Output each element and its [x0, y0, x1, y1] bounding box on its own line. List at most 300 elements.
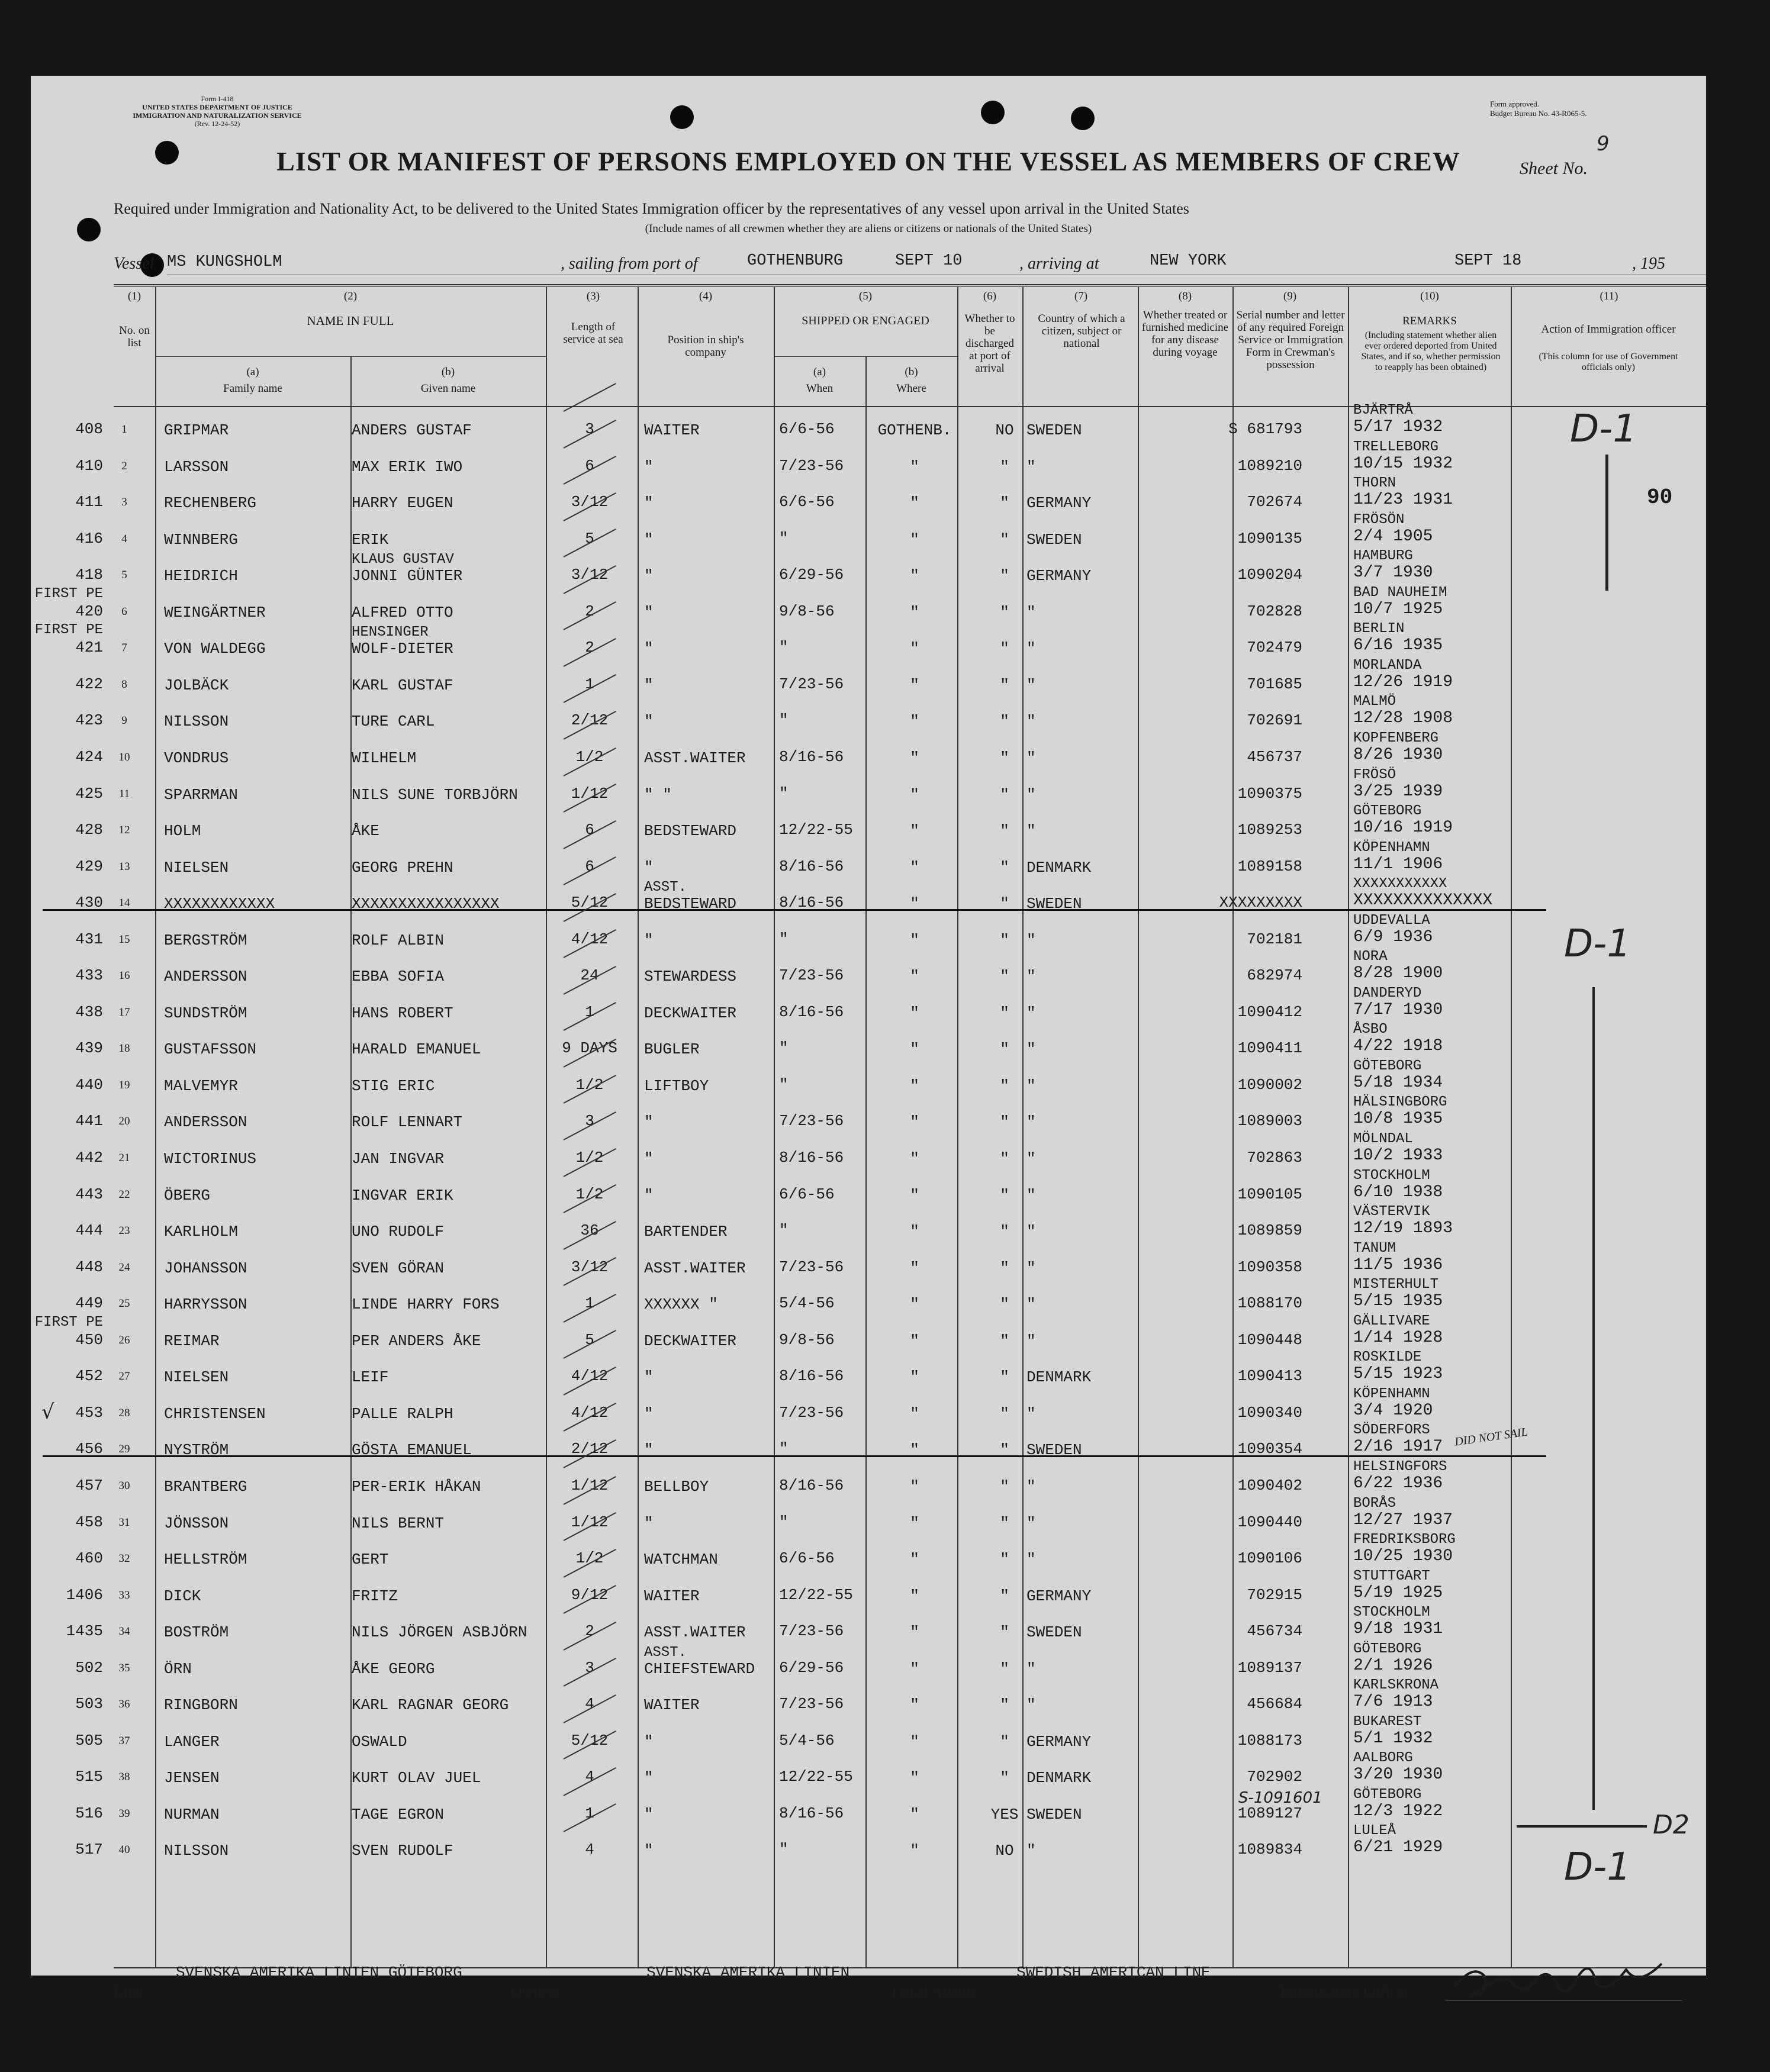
service-length: 4 [585, 1768, 594, 1786]
table-row [31, 1349, 1706, 1390]
position: BELLBOY [644, 1477, 709, 1496]
serial-number: 702902 [1247, 1768, 1302, 1786]
list-code: 418 [75, 566, 103, 584]
list-code: 444 [75, 1222, 103, 1240]
manifest-sheet [31, 76, 1706, 2000]
table-row [31, 1604, 1706, 1645]
country: " [1026, 1259, 1036, 1277]
family-name: JOLBÄCK [164, 676, 229, 694]
engaged-when: 5/4-56 [779, 1731, 835, 1749]
table-row [31, 1495, 1706, 1536]
table-row [31, 657, 1706, 698]
serial-number: 702479 [1247, 639, 1302, 657]
row-number: 5 [121, 569, 127, 582]
discharged: " [1000, 968, 1009, 986]
birth-place: ÅSBO [1353, 1022, 1388, 1038]
serial-number: 702915 [1247, 1586, 1302, 1604]
col10-header: REMARKS [1402, 315, 1457, 327]
position: " [644, 457, 654, 476]
table-row [31, 694, 1706, 734]
serial-number: 1089253 [1237, 821, 1302, 839]
list-code: 452 [75, 1367, 103, 1385]
position: " [644, 1150, 654, 1168]
row-number: 26 [118, 1333, 130, 1346]
list-code: 438 [75, 1003, 103, 1021]
row-number: 2 [121, 459, 127, 472]
birth-date: 2/4 1905 [1353, 527, 1433, 546]
list-code: 421 [75, 639, 103, 657]
serial-number: 1089210 [1237, 456, 1302, 475]
given-name: ROLF LENNART [352, 1113, 463, 1132]
given-name: JONNI GÜNTER [352, 567, 463, 585]
position: " [644, 1404, 654, 1423]
list-code: 503 [75, 1695, 103, 1713]
row-number: 15 [118, 933, 130, 946]
family-name: SPARRMAN [164, 785, 238, 804]
table-row [31, 1750, 1706, 1791]
country: " [1026, 749, 1036, 767]
birth-date: 11/5 1936 [1353, 1255, 1443, 1274]
engaged-where: " [910, 1296, 919, 1314]
country: SWEDEN [1026, 421, 1082, 439]
col9-header: Serial number and letter of any required Foreign Service or Immigration Form in Crewman's possession [1236, 309, 1345, 371]
engaged-where: " [910, 822, 919, 840]
service-length: 2 [585, 639, 594, 657]
birth-place: DANDERYD [1353, 985, 1422, 1001]
engaged-when: 6/6-56 [779, 493, 835, 511]
birth-place: BORÅS [1353, 1495, 1396, 1512]
handwritten-number: 90 [1647, 485, 1673, 510]
engaged-when: 9/8-56 [779, 602, 835, 620]
family-name: ANDERSSON [164, 1113, 247, 1132]
given-name: TAGE EGRON [352, 1805, 445, 1823]
engaged-when: " [779, 1513, 789, 1531]
table-row [31, 1568, 1706, 1609]
birth-date: 9/18 1931 [1353, 1620, 1443, 1639]
col5a-number: (a) [813, 366, 826, 378]
position: " [644, 1514, 654, 1532]
row-number: 30 [118, 1479, 130, 1492]
discharged: " [1000, 1186, 1009, 1204]
discharged: " [1000, 1368, 1009, 1387]
engaged-where: " [910, 1113, 919, 1132]
birth-place: KÖPENHAMN [1353, 839, 1430, 856]
table-row [31, 1058, 1706, 1099]
col10-number: (10) [1420, 290, 1439, 302]
position: STEWARDESS [644, 968, 737, 986]
position: " [644, 1732, 654, 1751]
engaged-when: 5/4-56 [779, 1294, 835, 1313]
sailing-port: GOTHENBURG [747, 252, 844, 270]
serial-number: 1090412 [1237, 1003, 1302, 1021]
serial-number: 456737 [1247, 747, 1302, 766]
position: " [644, 713, 654, 731]
col4-number: (4) [699, 290, 713, 302]
row-number: 10 [118, 750, 130, 763]
country: " [1026, 1477, 1036, 1496]
table-row [31, 1240, 1706, 1281]
country: " [1026, 1332, 1036, 1350]
discharged: NO [995, 421, 1014, 439]
country: " [1026, 1514, 1036, 1532]
list-code: 433 [75, 966, 103, 985]
serial-number: 1090448 [1237, 1330, 1302, 1349]
birth-place: THORN [1353, 475, 1396, 492]
form-approved: Form approved. [1490, 99, 1540, 108]
birth-place: GÖTEBORG [1353, 803, 1422, 820]
given-name: ÅKE [352, 822, 379, 840]
department: UNITED STATES DEPARTMENT OF JUSTICE [142, 103, 292, 111]
family-name: NIELSEN [164, 858, 229, 877]
engaged-where: " [910, 1623, 919, 1642]
country: GERMANY [1026, 567, 1092, 585]
serial-number: S 681793 [1228, 420, 1302, 438]
birth-date: 10/7 1925 [1353, 600, 1443, 618]
service-length: 4 [585, 1695, 594, 1713]
service-length: 5/12 [571, 1731, 609, 1749]
birth-date: 3/20 1930 [1353, 1765, 1443, 1784]
serial-number: 1089158 [1237, 857, 1302, 875]
service-length: 5/12 [571, 894, 609, 912]
birth-date: 5/15 1923 [1353, 1365, 1443, 1384]
birth-date: 3/7 1930 [1353, 563, 1433, 582]
given-name: NILS BERNT [352, 1514, 445, 1532]
position: WAITER [644, 1587, 700, 1605]
engaged-when: 8/16-56 [779, 1476, 844, 1494]
engaged-when: " [779, 529, 789, 547]
country: SWEDEN [1026, 1623, 1082, 1642]
service-length: 1/2 [575, 747, 604, 766]
service-length: 3/12 [571, 493, 609, 511]
family-name: WICTORINUS [164, 1150, 257, 1168]
engaged-when: 8/16-56 [779, 894, 844, 912]
family-name: CHRISTENSEN [164, 1404, 266, 1423]
country: SWEDEN [1026, 530, 1082, 549]
engaged-when: 6/6-56 [779, 420, 835, 438]
family-name: HARRYSSON [164, 1296, 247, 1314]
given-name-top: KLAUS GUSTAV [352, 552, 454, 568]
serial-number: 456684 [1247, 1695, 1302, 1713]
col9-number: (9) [1283, 290, 1297, 302]
discharged: " [1000, 494, 1009, 513]
birth-date: 11/1 1906 [1353, 855, 1443, 874]
table-top-rule [114, 286, 1706, 287]
birth-place: TANUM [1353, 1240, 1396, 1256]
engaged-when: 7/23-56 [779, 1622, 844, 1641]
engaged-when: 7/23-56 [779, 1403, 844, 1422]
strike-line [43, 1455, 1546, 1457]
handwritten-d1: D-1 [1564, 1845, 1631, 1889]
birth-place: BERLIN [1353, 621, 1405, 637]
country: " [1026, 1296, 1036, 1314]
discharged: " [1000, 895, 1009, 913]
serial-number: 1090135 [1237, 529, 1302, 547]
col6-header: Whether to be discharged at port of arrival [964, 312, 1015, 375]
serial-number: 1090411 [1237, 1039, 1302, 1058]
list-code: 453 [75, 1403, 103, 1422]
service-length: 3 [585, 1112, 594, 1130]
engaged-where: " [910, 1805, 919, 1823]
line-value: SVENSKA AMERIKA LINIEN GÖTEBORG [176, 1964, 462, 1981]
table-row [31, 584, 1706, 626]
row-number: 18 [118, 1042, 130, 1055]
country: " [1026, 713, 1036, 731]
col5a-header: When [806, 382, 833, 395]
engaged-when: 6/6-56 [779, 1185, 835, 1203]
list-code: 450 [75, 1330, 103, 1349]
serial-number: 702828 [1247, 602, 1302, 620]
form-header-left [108, 95, 327, 128]
engaged-when: " [779, 1039, 789, 1058]
family-name: LANGER [164, 1732, 220, 1751]
given-name: NILS SUNE TORBJÖRN [352, 785, 518, 804]
col5b-header: Where [896, 382, 926, 395]
given-name: KARL RAGNAR GEORG [352, 1696, 509, 1715]
position: BARTENDER [644, 1223, 728, 1241]
row-number: 28 [118, 1406, 130, 1419]
table-row [31, 1532, 1706, 1572]
row-number: 16 [118, 969, 130, 982]
strike-line [43, 909, 1546, 911]
position: " [644, 603, 654, 621]
sheet-number: 9 [1597, 132, 1610, 156]
col8-number: (8) [1178, 290, 1192, 302]
engaged-when: 8/16-56 [779, 1003, 844, 1021]
position: " [644, 858, 654, 877]
table-row [31, 548, 1706, 589]
given-name: GEORG PREHN [352, 858, 453, 877]
serial-number: 1089859 [1237, 1222, 1302, 1240]
punch-hole [1071, 107, 1095, 130]
service-length: 6 [585, 821, 594, 839]
country: " [1026, 676, 1036, 694]
family-name: LARSSON [164, 457, 229, 476]
family-name: ÖBERG [164, 1186, 211, 1204]
list-code: 502 [75, 1658, 103, 1677]
serial-number: 682974 [1247, 966, 1302, 985]
row-number: 32 [118, 1552, 130, 1565]
table-row [31, 621, 1706, 662]
birth-place: FRÖSÖN [1353, 511, 1405, 528]
discharged: " [1000, 603, 1009, 621]
discharged: " [1000, 1623, 1009, 1642]
serial-number: 1090340 [1237, 1403, 1302, 1422]
revision: (Rev. 12-24-52) [194, 120, 240, 128]
birth-date: 4/22 1918 [1353, 1037, 1443, 1056]
list-code: 442 [75, 1149, 103, 1166]
discharged: " [1000, 1004, 1009, 1022]
arriving-label: , arriving at [1019, 254, 1099, 273]
given-name: ÅKE GEORG [352, 1659, 435, 1678]
engaged-when: 6/6-56 [779, 1549, 835, 1568]
serial-number: 1089834 [1237, 1841, 1302, 1859]
birth-date: 12/3 1922 [1353, 1802, 1443, 1820]
row-number: 17 [118, 1006, 130, 1019]
serial-number: 1090358 [1237, 1258, 1302, 1276]
engaged-when: 6/29-56 [779, 1658, 844, 1677]
tick-mark [564, 383, 616, 412]
row-number: 39 [118, 1807, 130, 1820]
given-name-top: HENSINGER [352, 624, 429, 641]
family-name: GRIPMAR [164, 421, 229, 439]
birth-place: MÖLNDAL [1353, 1131, 1413, 1147]
list-code: 439 [75, 1039, 103, 1058]
birth-date: XXXXXXXXXXXXXX [1353, 891, 1493, 910]
position: " [644, 1368, 654, 1387]
list-code: 516 [75, 1804, 103, 1822]
table-row [31, 475, 1706, 516]
position: BUGLER [644, 1040, 700, 1059]
table-row [31, 803, 1706, 844]
discharged: " [1000, 1769, 1009, 1787]
col2b-header: Given name [420, 382, 476, 395]
service-length: 1/2 [575, 1149, 604, 1166]
family-name: DICK [164, 1587, 201, 1605]
engaged-where: " [910, 1696, 919, 1715]
given-name: HARRY EUGEN [352, 494, 453, 513]
engaged-where: GOTHENB. [877, 421, 952, 439]
row-number: 3 [121, 496, 127, 509]
position: WAITER [644, 421, 700, 439]
discharged: " [1000, 1259, 1009, 1277]
remark-note: DID NOT SAIL [1454, 1425, 1528, 1449]
engaged-where: " [910, 1477, 919, 1496]
birth-date: 12/27 1937 [1353, 1510, 1453, 1529]
table-row [31, 1313, 1706, 1354]
country: " [1026, 1659, 1036, 1678]
handwritten-d1: D-1 [1570, 407, 1637, 451]
engaged-where: " [910, 457, 919, 476]
position: " " [644, 785, 672, 804]
service: IMMIGRATION AND NATURALIZATION SERVICE [133, 111, 302, 120]
discharged: " [1000, 749, 1009, 767]
list-code: 408 [75, 420, 103, 438]
country: " [1026, 457, 1036, 476]
row-number: 19 [118, 1078, 130, 1091]
punch-hole [670, 105, 694, 129]
engaged-where: " [910, 1077, 919, 1095]
birth-date: 6/10 1938 [1353, 1182, 1443, 1201]
given-name: TURE CARL [352, 713, 435, 731]
serial-number: 1090440 [1237, 1513, 1302, 1531]
country: DENMARK [1026, 1368, 1092, 1387]
serial-number: 1089137 [1237, 1658, 1302, 1677]
col8-header: Whether treated or furnished medicine for any disease during voyage [1141, 309, 1229, 359]
country: DENMARK [1026, 1769, 1092, 1787]
service-length: 4 [585, 1841, 594, 1859]
row-number: 37 [118, 1734, 130, 1747]
col3-number: (3) [586, 290, 600, 302]
birth-date: 7/17 1930 [1353, 1000, 1443, 1019]
family-name: XXXXXXXXXXXX [164, 895, 275, 913]
table-row [31, 1713, 1706, 1755]
birth-place: MISTERHULT [1353, 1277, 1439, 1293]
family-name: NURMAN [164, 1805, 220, 1823]
discharged: " [1000, 457, 1009, 476]
country: GERMANY [1026, 494, 1092, 513]
list-code: 431 [75, 930, 103, 948]
row-number: 40 [118, 1844, 130, 1857]
birth-place: BJÄRTRÅ [1353, 402, 1413, 418]
birth-place: HÄLSINGBORG [1353, 1094, 1447, 1111]
discharged: YES [990, 1805, 1019, 1823]
serial-number: 1090375 [1237, 784, 1302, 803]
country: " [1026, 1404, 1036, 1423]
discharged: " [1000, 1077, 1009, 1095]
given-name: WOLF-DIETER [352, 640, 453, 658]
birth-place: BAD NAUHEIM [1353, 584, 1447, 601]
birth-date: 7/6 1913 [1353, 1693, 1433, 1712]
given-name: ALFRED OTTO [352, 603, 453, 621]
col2a-number: (a) [246, 366, 259, 378]
country: " [1026, 785, 1036, 804]
service-length: 1/2 [575, 1185, 604, 1203]
service-length: 2/12 [571, 711, 609, 730]
birth-date: 3/25 1939 [1353, 782, 1443, 801]
page-title: LIST OR MANIFEST OF PERSONS EMPLOYED ON THE VESSEL AS MEMBERS OF CREW [276, 146, 1460, 176]
birth-place: GÄLLIVARE [1353, 1313, 1430, 1329]
country: " [1026, 1696, 1036, 1715]
birth-place: KÖPENHAMN [1353, 1385, 1430, 1402]
row-number: 33 [118, 1588, 130, 1601]
position: BEDSTEWARD [644, 822, 737, 840]
row-number: 21 [118, 1152, 130, 1164]
table-row [31, 439, 1706, 480]
country: SWEDEN [1026, 1805, 1082, 1823]
birth-place: ROSKILDE [1353, 1349, 1422, 1366]
birth-place: HAMBURG [1353, 548, 1413, 565]
serial-number: 1090204 [1237, 566, 1302, 584]
birth-place: KOPFENBERG [1353, 730, 1439, 746]
family-name: SUNDSTRÖM [164, 1004, 247, 1022]
service-length: 1/12 [571, 1476, 609, 1494]
family-name: BOSTRÖM [164, 1623, 229, 1642]
sailing-date: SEPT 10 [895, 252, 963, 270]
serial-number: 456734 [1247, 1622, 1302, 1641]
birth-place: GÖTEBORG [1353, 1058, 1422, 1074]
country: " [1026, 1186, 1036, 1204]
family-name: WINNBERG [164, 530, 238, 549]
service-length: 9 DAYS [562, 1039, 617, 1058]
birth-place: UDDEVALLA [1353, 912, 1430, 929]
table-row [31, 985, 1706, 1026]
col10-subheader: (Including statement whether alien ever ordered deported from United States, and if so, whether permission to reapply has been obtained) [1361, 330, 1501, 372]
family-name: WEINGÄRTNER [164, 603, 266, 621]
engaged-where: " [910, 1514, 919, 1532]
engaged-when: 8/16-56 [779, 1367, 844, 1385]
serial-number: 1088173 [1237, 1731, 1302, 1749]
service-length: 5 [585, 1330, 594, 1349]
engaged-when: 12/22-55 [779, 1586, 853, 1604]
family-name: HOLM [164, 822, 201, 840]
birth-place: NORA [1353, 949, 1388, 965]
discharged: " [1000, 1587, 1009, 1605]
position: " [644, 1441, 654, 1459]
service-length: 1 [585, 1003, 594, 1021]
owners-label: Owners [510, 1983, 560, 2000]
country: " [1026, 1223, 1036, 1241]
arrival-port: NEW YORK [1150, 252, 1227, 270]
service-length: 6 [585, 456, 594, 475]
list-code: 410 [75, 456, 103, 475]
table-row [31, 1677, 1706, 1718]
table-row [31, 1277, 1706, 1317]
country: " [1026, 968, 1036, 986]
given-name: UNO RUDOLF [352, 1223, 445, 1241]
position: " [644, 530, 654, 549]
engaged-where: " [910, 1404, 919, 1423]
engaged-when: 8/16-56 [779, 857, 844, 875]
